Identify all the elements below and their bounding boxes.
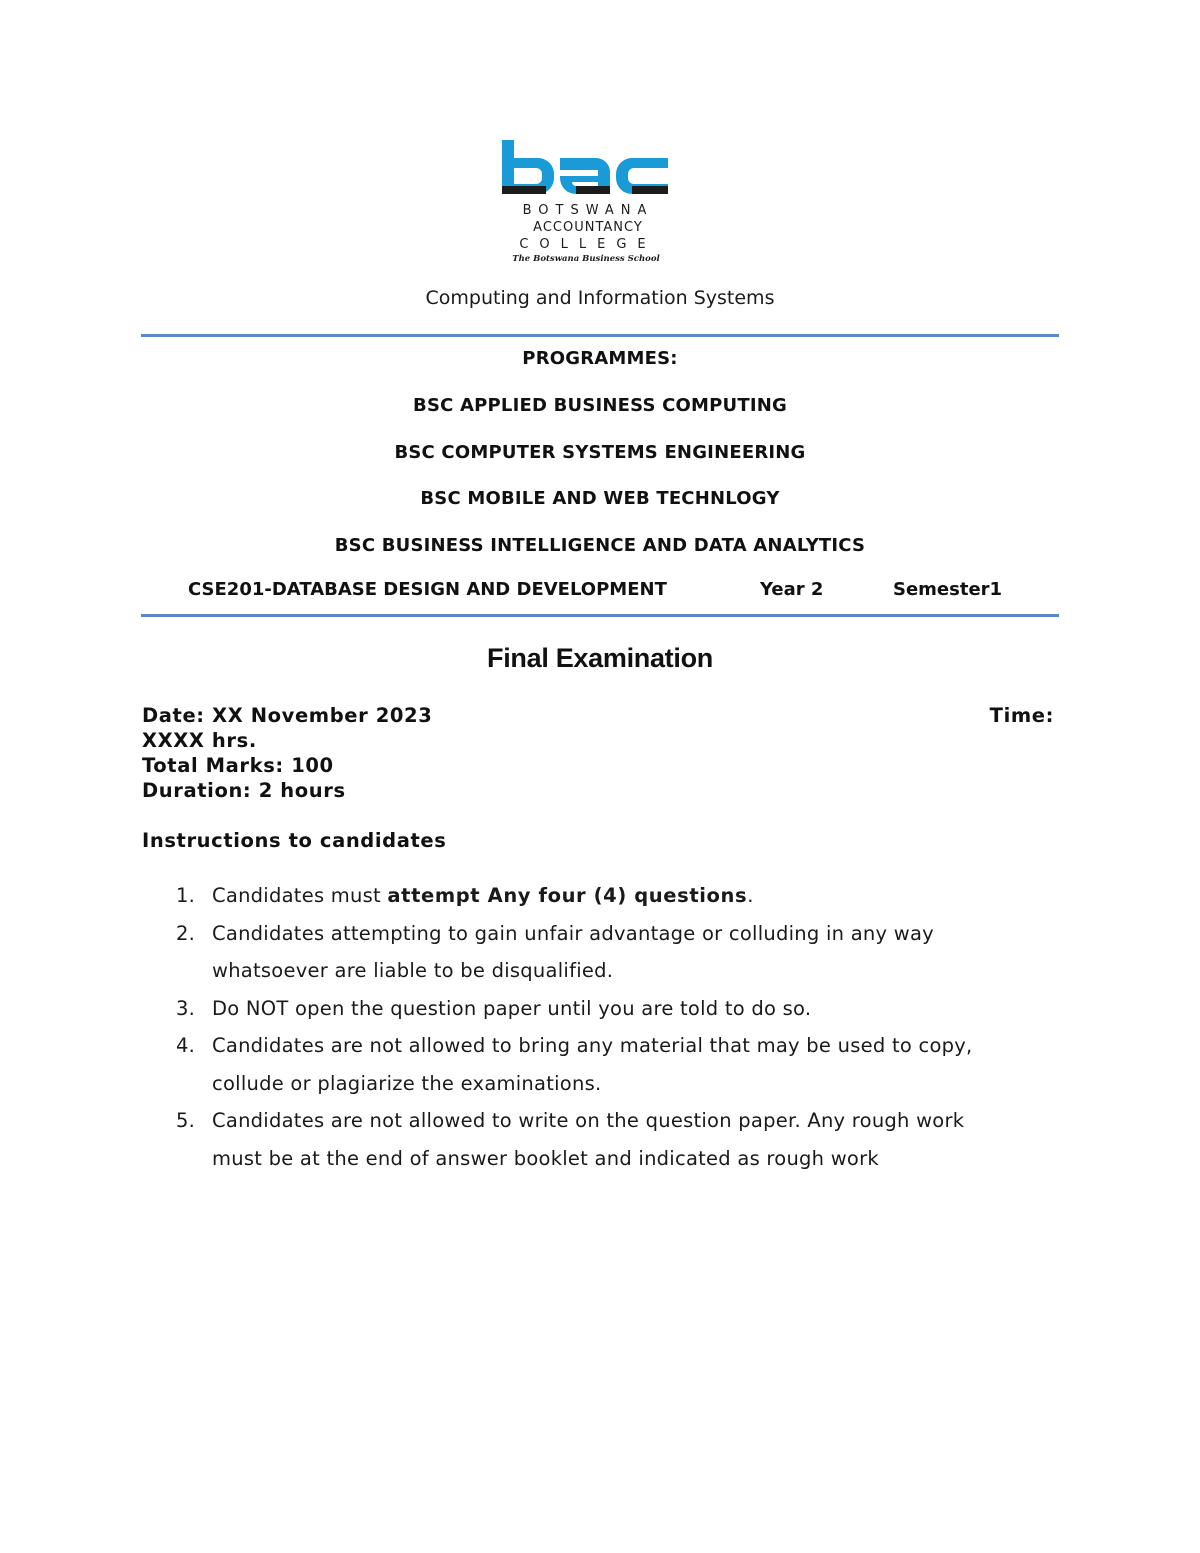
instruction-item (176, 877, 1042, 915)
header-rule-bottom (141, 614, 1059, 617)
logo-line-accountancy: ACCOUNTANCY (533, 220, 643, 235)
instruction-text: whatsoever are liable to be disqualified. (212, 959, 614, 982)
header-rule-top (141, 334, 1059, 337)
exam-time-value: XXXX hrs. (142, 729, 257, 752)
instructions-list (176, 877, 1042, 1177)
instruction-number: 2. (176, 921, 196, 945)
instructions-heading: Instructions to candidates (142, 829, 447, 852)
total-marks: Total Marks: 100 (142, 754, 334, 777)
instruction-text: . (747, 884, 754, 907)
instruction-text: Candidates attempting to gain unfair advantage or colluding in any way (212, 921, 934, 945)
course-year: Year 2 (760, 579, 824, 600)
instruction-number: 4. (176, 1034, 196, 1057)
exam-time-label: Time: (989, 704, 1054, 727)
instruction-text: Candidates are not allowed to write on the question paper. Any rough work (212, 1109, 965, 1132)
instruction-text: collude or plagiarize the examinations. (212, 1071, 602, 1095)
instruction-number: 5. (176, 1109, 196, 1132)
logo-letter-b (502, 140, 554, 194)
logo-line-college: COLLEGE (519, 237, 657, 252)
instruction-text: Candidates are not allowed to bring any material that may be used to copy, (212, 1034, 973, 1057)
logo-letter-c (616, 158, 668, 194)
instruction-text: Candidates must (212, 884, 388, 907)
instruction-item (176, 915, 1042, 990)
instruction-item (176, 1027, 1042, 1102)
course-semester: Semester1 (893, 579, 1003, 600)
exam-duration: Duration: 2 hours (142, 779, 346, 802)
instruction-text: must be at the end of answer booklet and indicated as rough work (212, 1146, 879, 1170)
logo-letter-a (560, 158, 610, 194)
programme-item: BSC COMPUTER SYSTEMS ENGINEERING (394, 442, 806, 463)
instruction-item (176, 1102, 1042, 1177)
bac-logo-graphic (492, 138, 674, 266)
exam-date: Date: XX November 2023 (142, 704, 433, 727)
exam-title: Final Examination (487, 643, 713, 673)
instruction-number: 3. (176, 996, 196, 1020)
instruction-number: 1. (176, 884, 196, 907)
college-logo (492, 138, 674, 266)
programme-item: BSC BUSINESS INTELLIGENCE AND DATA ANALYTICS (334, 535, 866, 556)
instruction-item (176, 990, 1042, 1028)
programme-item: BSC APPLIED BUSINESS COMPUTING (413, 395, 787, 416)
instruction-emphasis: attempt Any four (4) questions (387, 884, 748, 907)
logo-tagline: The Botswana Business School (512, 254, 660, 264)
instruction-text: Do NOT open the question paper until you are told to do so. (212, 996, 812, 1020)
programme-item: BSC MOBILE AND WEB TECHNLOGY (420, 488, 780, 509)
programmes-heading: PROGRAMMES: (522, 348, 678, 369)
department-name: Computing and Information Systems (425, 287, 775, 309)
logo-line-botswana: BOTSWANA (522, 203, 654, 218)
course-code-title: CSE201-DATABASE DESIGN AND DEVELOPMENT (188, 579, 667, 600)
